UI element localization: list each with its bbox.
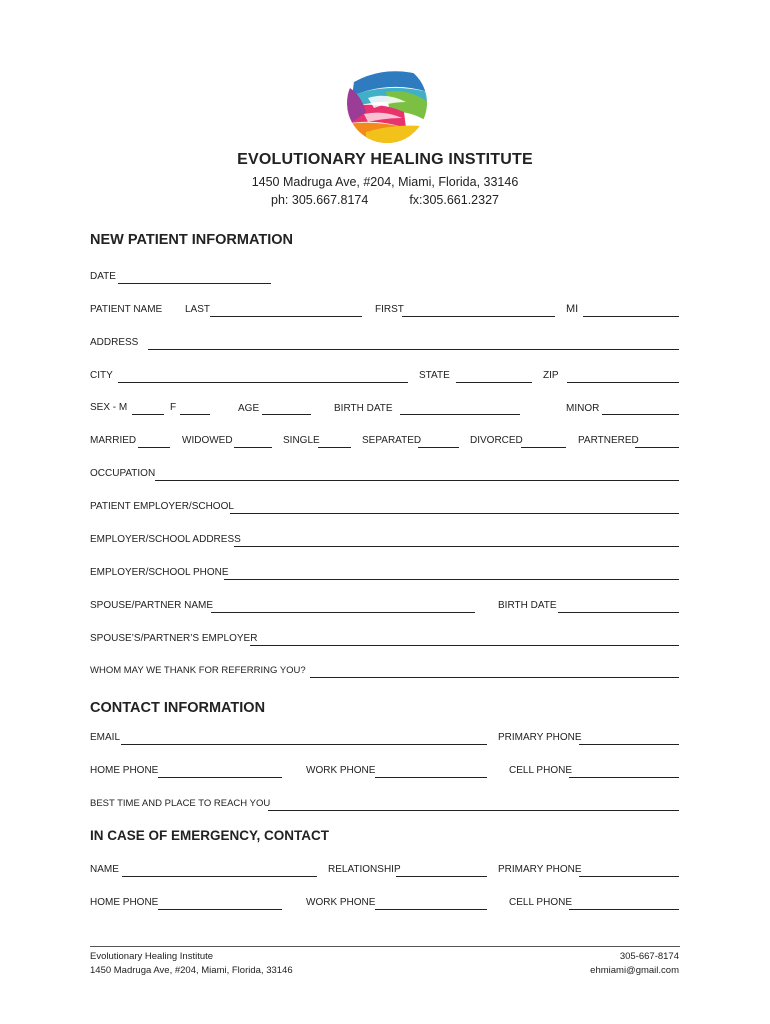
sex-m-field[interactable] bbox=[132, 414, 164, 415]
best-time-field[interactable] bbox=[268, 810, 679, 811]
address-field[interactable] bbox=[148, 349, 679, 350]
footer-email[interactable]: ehmiami@gmail.com bbox=[590, 965, 679, 976]
em-name-field[interactable] bbox=[122, 876, 317, 877]
primary-phone-label: PRIMARY PHONE bbox=[498, 732, 582, 743]
primary-phone-field[interactable] bbox=[579, 744, 679, 745]
spouse-employer-label: SPOUSE’S/PARTNER’S EMPLOYER bbox=[90, 633, 258, 644]
state-field[interactable] bbox=[456, 382, 532, 383]
em-work-phone-field[interactable] bbox=[375, 909, 487, 910]
partnered-label: PARTNERED bbox=[578, 435, 639, 446]
employer-address-label: EMPLOYER/SCHOOL ADDRESS bbox=[90, 534, 241, 545]
sex-f-field[interactable] bbox=[180, 414, 210, 415]
footer-left bbox=[90, 950, 293, 978]
work-phone-label: WORK PHONE bbox=[306, 765, 376, 776]
employer-phone-field[interactable] bbox=[224, 579, 679, 580]
em-home-phone-label: HOME PHONE bbox=[90, 897, 159, 908]
age-label: AGE bbox=[238, 403, 260, 414]
home-phone-field[interactable] bbox=[158, 777, 282, 778]
em-cell-phone-field[interactable] bbox=[569, 909, 679, 910]
separated-label: SEPARATED bbox=[362, 435, 422, 446]
address-label: ADDRESS bbox=[90, 337, 139, 348]
org-fax: fx:305.661.2327 bbox=[409, 193, 499, 207]
zip-field[interactable] bbox=[567, 382, 679, 383]
org-address: 1450 Madruga Ave, #204, Miami, Florida, 33146 bbox=[251, 175, 519, 189]
mi-field[interactable] bbox=[583, 316, 679, 317]
footer-address: 1450 Madruga Ave, #204, Miami, Florida, 33146 bbox=[90, 965, 293, 976]
cell-phone-label: CELL PHONE bbox=[509, 765, 572, 776]
divorced-field[interactable] bbox=[521, 447, 566, 448]
widowed-label: WIDOWED bbox=[182, 435, 233, 446]
date-label: DATE bbox=[90, 271, 116, 282]
section-title-new-patient: NEW PATIENT INFORMATION bbox=[90, 232, 293, 248]
footer-phone: 305-667-8174 bbox=[619, 951, 679, 962]
org-name: EVOLUTIONARY HEALING INSTITUTE bbox=[237, 151, 533, 168]
widowed-field[interactable] bbox=[234, 447, 272, 448]
em-home-phone-field[interactable] bbox=[158, 909, 282, 910]
logo-icon bbox=[346, 62, 428, 144]
sex-m-label: SEX - M bbox=[90, 402, 128, 413]
last-name-field[interactable] bbox=[210, 316, 362, 317]
birth-date-field[interactable] bbox=[400, 414, 520, 415]
footer-org-name: Evolutionary Healing Institute bbox=[90, 951, 214, 962]
employer-phone-label: EMPLOYER/SCHOOL PHONE bbox=[90, 567, 229, 578]
employer-field[interactable] bbox=[230, 513, 679, 514]
sex-f-label: F bbox=[170, 402, 177, 413]
spouse-name-label: SPOUSE/PARTNER NAME bbox=[90, 600, 213, 611]
referral-label: WHOM MAY WE THANK FOR REFERRING YOU? bbox=[90, 665, 306, 676]
first-name-field[interactable] bbox=[402, 316, 555, 317]
married-label: MARRIED bbox=[90, 435, 137, 446]
birth-date-label: BIRTH DATE bbox=[334, 403, 393, 414]
first-label: FIRST bbox=[375, 304, 404, 315]
footer-right bbox=[590, 950, 679, 978]
footer-divider bbox=[90, 946, 680, 947]
married-field[interactable] bbox=[138, 447, 170, 448]
spouse-employer-field[interactable] bbox=[250, 645, 679, 646]
work-phone-field[interactable] bbox=[375, 777, 487, 778]
email-field[interactable] bbox=[121, 744, 487, 745]
state-label: STATE bbox=[419, 370, 450, 381]
occupation-field[interactable] bbox=[155, 480, 679, 481]
occupation-label: OCCUPATION bbox=[90, 468, 156, 479]
divorced-label: DIVORCED bbox=[470, 435, 523, 446]
single-label: SINGLE bbox=[283, 435, 320, 446]
patient-name-label: PATIENT NAME bbox=[90, 304, 163, 315]
referral-field[interactable] bbox=[310, 677, 679, 678]
em-primary-phone-label: PRIMARY PHONE bbox=[498, 864, 582, 875]
minor-label: MINOR bbox=[566, 403, 600, 414]
age-field[interactable] bbox=[262, 414, 311, 415]
city-field[interactable] bbox=[118, 382, 408, 383]
partnered-field[interactable] bbox=[635, 447, 679, 448]
minor-field[interactable] bbox=[602, 414, 679, 415]
best-time-label: BEST TIME AND PLACE TO REACH YOU bbox=[90, 798, 271, 809]
spouse-birth-date-label: BIRTH DATE bbox=[498, 600, 557, 611]
section-title-contact: CONTACT INFORMATION bbox=[90, 700, 266, 716]
email-label: EMAIL bbox=[90, 732, 121, 743]
em-primary-phone-field[interactable] bbox=[579, 876, 679, 877]
cell-phone-field[interactable] bbox=[569, 777, 679, 778]
em-name-label: NAME bbox=[90, 864, 119, 875]
zip-label: ZIP bbox=[543, 370, 559, 381]
city-label: CITY bbox=[90, 370, 113, 381]
spouse-name-field[interactable] bbox=[211, 612, 475, 613]
mi-label: MI bbox=[566, 303, 579, 315]
single-field[interactable] bbox=[318, 447, 351, 448]
separated-field[interactable] bbox=[418, 447, 459, 448]
home-phone-label: HOME PHONE bbox=[90, 765, 159, 776]
employer-address-field[interactable] bbox=[234, 546, 679, 547]
em-work-phone-label: WORK PHONE bbox=[306, 897, 376, 908]
org-phone: ph: 305.667.8174 bbox=[271, 193, 369, 207]
em-relationship-field[interactable] bbox=[396, 876, 487, 877]
em-relationship-label: RELATIONSHIP bbox=[328, 864, 401, 875]
employer-label: PATIENT EMPLOYER/SCHOOL bbox=[90, 501, 234, 512]
spouse-birth-date-field[interactable] bbox=[558, 612, 679, 613]
em-cell-phone-label: CELL PHONE bbox=[509, 897, 572, 908]
section-title-emergency: IN CASE OF EMERGENCY, CONTACT bbox=[90, 828, 330, 843]
last-label: LAST bbox=[185, 304, 211, 315]
date-field[interactable] bbox=[118, 283, 271, 284]
org-contact bbox=[0, 193, 770, 207]
